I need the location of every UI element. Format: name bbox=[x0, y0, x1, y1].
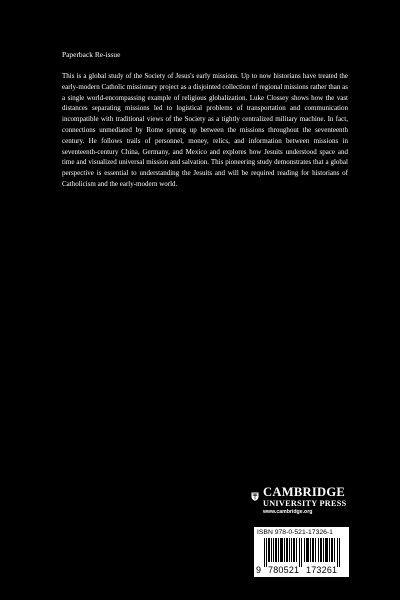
barcode-image bbox=[264, 538, 343, 567]
barcode-left-digits: 780521 bbox=[268, 565, 300, 575]
publisher-name: CAMBRIDGE bbox=[263, 485, 346, 499]
isbn-label: ISBN 978-0-521-17326-1 bbox=[257, 529, 333, 536]
cambridge-shield-icon bbox=[251, 488, 259, 497]
book-description: This is a global study of the Society of Jesus's early missions. Up to now historians have treated the early-modern Catholic missionary project as a disjointed collection of regional missions rather than as a single world-encompassing example of religious globalization. Luke Clossey shows how the vast distances separating missions led to logistical problems of transportation and communication incompatible with traditional views of the Society as a tightly centralized military machine. In fact, connections unmediated by Rome sprung up between the missions throughout the seventeenth century. He follows trails of personnel, money, relics, and information between missions in seventeenth-century China, Germany, and Mexico and explores how Jesuits understood space and time and visualized universal mission and salvation. This pioneering study demonstrates that a global perspective is essential to understanding the Jesuits and will be required reading for historians of Catholicism and the early-modern world. bbox=[62, 72, 348, 188]
publisher-press-line: UNIVERSITY PRESS bbox=[263, 499, 347, 508]
barcode-right-digits: 173261 bbox=[306, 565, 338, 575]
cambridge-shield-icon-svg bbox=[251, 492, 259, 501]
publisher-website: www.cambridge.org bbox=[263, 509, 313, 515]
barcode-number bbox=[256, 565, 347, 575]
barcode-first-digit: 9 bbox=[256, 565, 262, 575]
barcode-panel bbox=[254, 527, 349, 577]
edition-label: Paperback Re-issue bbox=[62, 50, 121, 59]
publisher-imprint bbox=[263, 486, 357, 516]
